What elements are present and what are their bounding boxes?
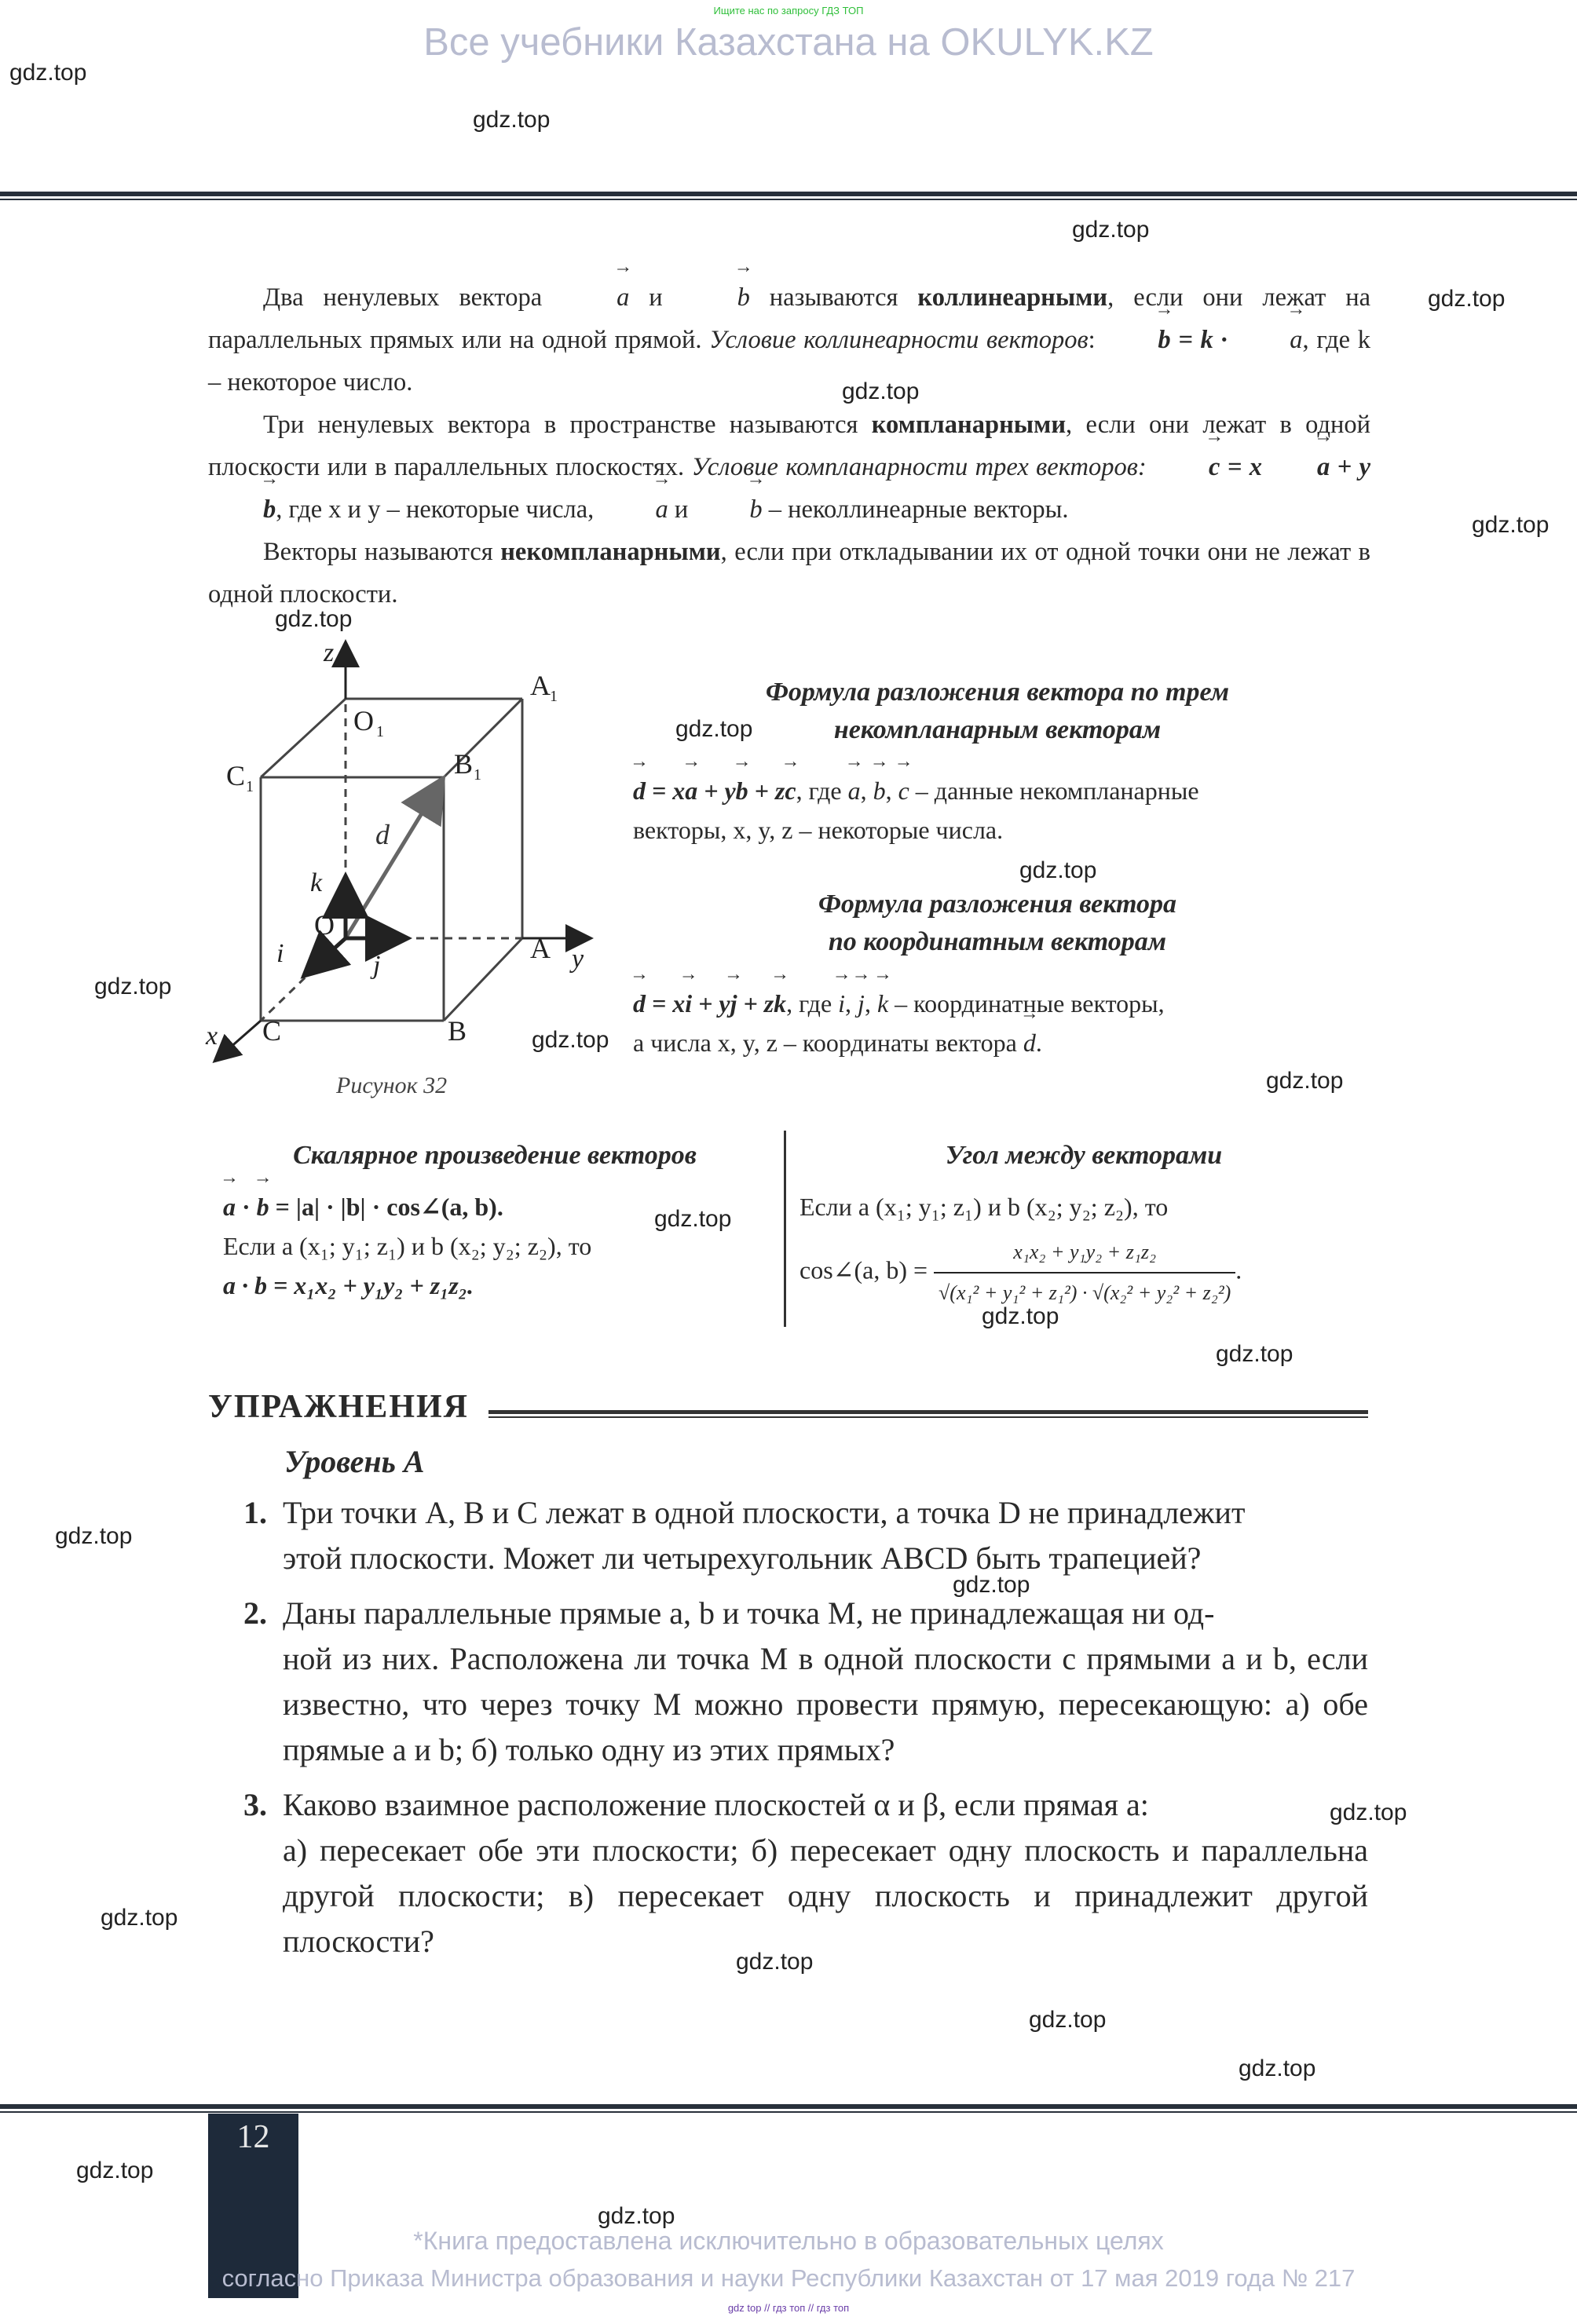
angle-numerator: x₁x₂ + y₁y₂ + z₁z₂ [934,1233,1235,1273]
text: – координатные векторы, [895,989,1165,1018]
footer-note-2: согласно Приказа Министра образования и науки Республики Казахстан от 17 мая 2019 года № 217 [221,2264,1356,2292]
exercise-number: 1. [243,1495,267,1530]
page-number: 12 [236,2119,270,2155]
watermark: gdz.top [1216,1341,1293,1367]
formula-part: + y [692,989,730,1018]
vector-c: → c [1154,446,1220,488]
vector-c: → c [898,771,909,810]
scalar-coordinates-text: Если a (x₁; y₁; z₁) и b (x₂; y₂; z₂), то [223,1232,592,1260]
watermark: gdz.top [675,716,753,742]
text: и [649,283,663,312]
vector-b: → b [736,771,748,810]
formula-part: = k · [1178,326,1235,354]
watermark: gdz.top [1330,1800,1407,1825]
text: , если они лежат в одной плоскости или в параллельных плоскостях. [208,411,1371,481]
vector-a: → a [1235,319,1302,361]
vector-a: → a [848,771,861,810]
text: , где [786,989,832,1018]
exercise-3 [243,1782,1368,1964]
column-divider [784,1131,786,1327]
watermark: gdz.top [598,2203,675,2229]
vector-i: → i [685,984,692,1023]
label-C1: C [226,760,246,791]
top-search-note: Ищите нас по запросу ГДЗ ТОП [713,5,864,16]
vector-b: → b [208,488,276,531]
text: векторы, x, y, z – некоторые числа. [633,816,1004,844]
watermark: gdz.top [654,1206,732,1232]
angle-denominator: √(x₁² + y₁² + z₁²) · √(x₂² + y₂² + z₂²) [939,1281,1231,1304]
text: Три ненулевых вектора в пространстве называются [263,411,858,439]
figure-cube [196,628,636,1068]
exercise-1 [243,1490,1368,1581]
text: . [1035,1029,1042,1057]
text: , где k – некоторое число. [208,326,1370,396]
vector-k: → k [877,984,888,1023]
heading-angle: Угол между векторами [945,1141,1223,1170]
formula-part: + y [1330,453,1370,481]
text: , где x и y – некоторые числа, [276,495,595,524]
watermark: gdz.top [842,378,920,404]
watermark: gdz.top [101,1905,178,1931]
vector-b-bold: → b [1103,319,1170,361]
watermark: gdz.top [473,107,551,133]
formula-part: + y [697,776,736,805]
text: . [1235,1255,1242,1284]
paragraph-noncoplanar [208,531,1370,616]
paragraph-collinear: Два ненулевых вектора → a и → b называются коллинеарными, если они лежат на параллельных прямых или на одной прямой. Условие коллинеарности векторов: → b = k · → a, где k – некоторое число. [208,276,1370,404]
level-a-heading: Уровень А [284,1444,425,1479]
formula-part: · [236,1193,257,1221]
vector-d-arrow [346,781,441,938]
header-rule [0,192,1577,196]
text: – данные некомпланарные [915,776,1199,805]
paragraph-coplanar [208,404,1370,531]
vector-d: → d [633,984,646,1023]
formula-part: = |a| · |b| · cos∠(a, b). [269,1193,503,1221]
watermark: gdz.top [55,1523,133,1549]
label-d: d [375,819,390,850]
text: и [674,495,689,524]
watermark: gdz.top [1019,857,1097,883]
watermark: gdz.top [9,60,87,86]
vector-a: → a [685,771,697,810]
vector-i: → i [838,984,845,1023]
exercise-text: а) пересекает обе эти плоскости; б) пересекает одну плоскость и параллельна другой плоскости; в) пересекает одну плоскость и принадлежит другой плоскости? [283,1833,1368,1959]
watermark: gdz.top [1472,512,1550,538]
label-O1: O [353,705,374,736]
heading-line: по координатным векторам [828,927,1167,956]
exercises-rule [488,1410,1368,1414]
angle-lhs: cos∠(a, b) = [799,1255,928,1284]
footer-tiny-links[interactable]: gdz top // гдз топ // гдз топ [727,2302,850,2314]
watermark: gdz.top [1428,286,1506,312]
scalar-coordinates-formula: a · b = x₁x₂ + y₁y₂ + z₁z₂. [223,1271,474,1299]
label-j: j [373,951,381,980]
watermark: gdz.top [1029,2007,1107,2033]
label-C1-sub: 1 [246,778,254,795]
vector-i-arrow [306,938,346,974]
formula-part: + z [748,776,785,805]
label-A1-sub: 1 [550,688,558,705]
formula-part: + z [737,989,774,1018]
exercise-number: 3. [243,1787,267,1822]
heading-line: Формула разложения вектора [818,890,1177,919]
theory-text [208,276,1370,616]
vector-b: → b [873,771,886,810]
angle-block [799,1187,1373,1313]
term-noncoplanar: некомпланарными [500,538,721,566]
formula-decomp-coordinate: → d = x→ i + y→ j + z→ k, где → i, → j, → k – координатные векторы, а числа x, y, z – координаты вектора → d. [633,984,1371,1062]
vector-c: → c [785,771,796,810]
exercise-text: ной из них. Расположена ли точка M в одной плоскости с прямыми a и b, если известно, что через точку M можно провести прямую, пересекающую: а) обе прямые a и b; б) только одну из этих прямых? [283,1641,1368,1767]
formula-part: = x [1227,453,1263,481]
text: а числа x, y, z – координаты вектора [633,1029,1017,1057]
vector-a: → a [223,1187,236,1226]
text: Векторы называются [263,538,493,566]
vector-b: → b [682,276,750,319]
label-B1: B [454,748,474,780]
exercise-number: 2. [243,1595,267,1631]
coplanar-condition-label: Условие компланарности трех векторов: [691,453,1147,481]
label-O1-sub: 1 [376,723,384,740]
term-coplanar: компланарными [871,411,1067,439]
scalar-product-block [223,1187,773,1305]
formula-part: = x [646,989,686,1018]
edge-O1C1 [261,699,346,777]
watermark: gdz.top [76,2158,154,2183]
vector-a: → a [600,488,668,531]
label-k: k [310,868,323,897]
text: – неколлинеарные векторы. [768,495,1069,524]
edge-BA [444,938,522,1021]
watermark: gdz.top [94,974,172,999]
label-z: z [324,638,335,667]
footer-note-1: *Книга предоставлена исключительно в образовательных целях [413,2227,1164,2255]
exercise-text: Каково взаимное расположение плоскостей α и β, если прямая a: [283,1787,1149,1822]
heading-decomp-coordinate [628,886,1367,961]
watermark: gdz.top [275,606,353,632]
header-rule-thin [0,199,1577,200]
watermark: gdz.top [736,1949,814,1975]
label-A1: A [530,670,551,701]
label-B1-sub: 1 [474,766,481,784]
vector-j: → j [730,984,737,1023]
vector-k: → k [774,984,786,1023]
watermark: gdz.top [1266,1068,1344,1094]
watermark: gdz.top [1072,217,1150,243]
text: называются [769,283,898,312]
vector-b: → b [257,1187,269,1226]
text: , если они лежат на параллельных прямых или на одной прямой. [208,283,1371,354]
formula-decomp-noncoplanar: → d = x→ a + y→ b + z→ c, где → a, → b, → c – данные некомпланарные векторы, x, y, z – некоторые числа. [633,771,1371,850]
vector-d: → d [1023,1023,1036,1062]
heading-scalar-product: Скалярное произведение векторов [293,1141,697,1170]
text: , где [796,776,842,805]
watermark: gdz.top [982,1303,1059,1329]
text: Два ненулевых вектора [263,283,543,312]
vector-a: → a [562,276,629,319]
label-O: O [314,909,335,941]
label-i: i [276,939,284,968]
vector-j: → j [858,984,865,1023]
formula-part: = x [646,776,686,805]
term-collinear: коллинеарными [917,283,1108,312]
exercise-text: Три точки A, B и C лежат в одной плоскости, а точка D не принадлежит [283,1495,1246,1530]
vector-d: → d [633,771,646,810]
label-y: y [572,945,584,974]
vector-a: → a [1262,446,1330,488]
figure-caption: Рисунок 32 [336,1072,448,1098]
label-C: C [262,1015,282,1047]
angle-coordinates-text: Если a (x₁; y₁; z₁) и b (x₂; y₂; z₂), то [799,1193,1169,1221]
collinear-condition-label: Условие коллинеарности векторов [709,326,1089,354]
angle-fraction [934,1233,1235,1313]
label-A: A [530,933,551,964]
exercise-text: Даны параллельные прямые a, b и точка M, не принадлежащая ни од- [283,1595,1215,1631]
heading-line: некомпланарным векторам [833,715,1162,744]
axis-x [216,1021,261,1060]
vector-b: → b [694,488,762,531]
heading-line: Формула разложения вектора по трем [765,678,1229,707]
label-B: B [448,1015,467,1047]
exercise-text: этой плоскости. Может ли четырехугольник ABCD быть трапецией? [283,1540,1202,1576]
label-x: x [206,1021,218,1051]
exercises-rule-thin [488,1416,1368,1418]
text: , если при откладывании их от одной точки они не лежат в одной плоскости. [208,538,1371,608]
watermark: gdz.top [953,1572,1030,1598]
exercises-title: УПРАЖНЕНИЯ [208,1389,469,1425]
exercise-2 [243,1591,1368,1773]
watermark: gdz.top [1239,2055,1316,2081]
footer-rule-thin [0,2111,1577,2113]
footer-rule [0,2104,1577,2109]
site-banner[interactable]: Все учебники Казахстана на OKULYK.KZ [423,21,1154,64]
watermark: gdz.top [532,1027,609,1053]
